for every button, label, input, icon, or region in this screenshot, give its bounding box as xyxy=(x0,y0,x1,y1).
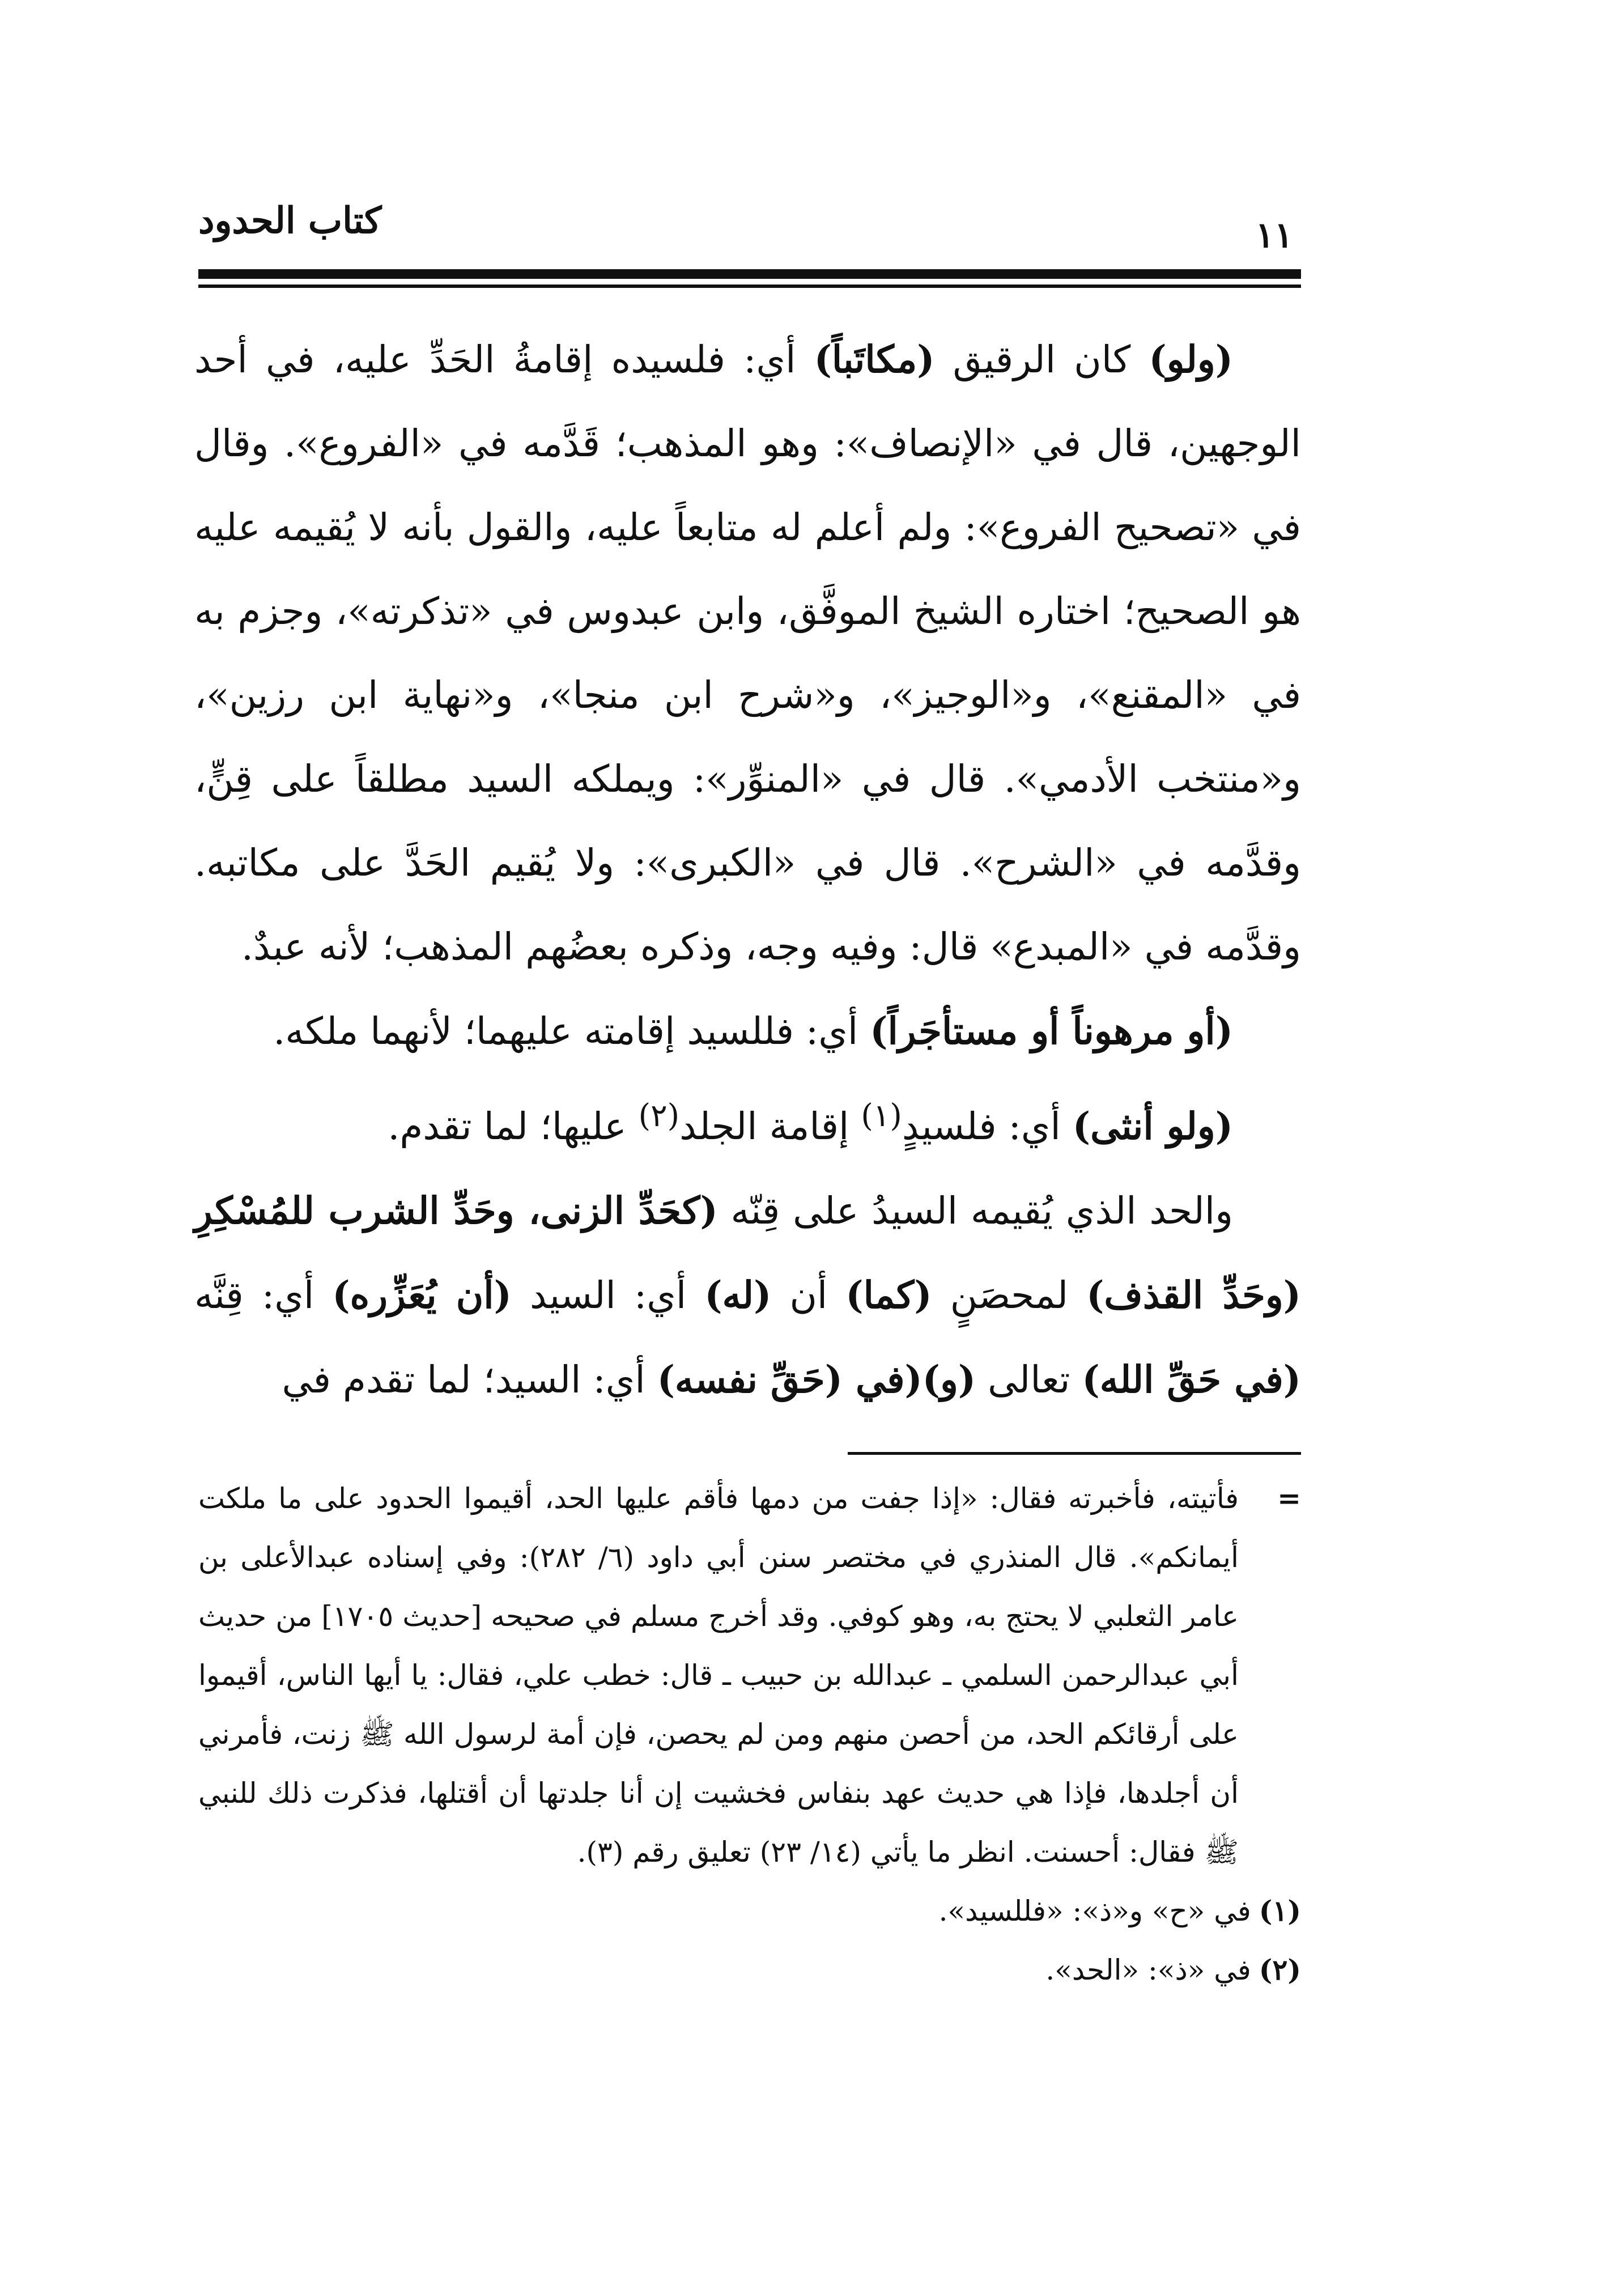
main-text xyxy=(194,317,1301,1422)
footnotes xyxy=(198,1469,1301,1999)
paragraph-mukatab xyxy=(194,317,1301,989)
header-rule-thin xyxy=(198,284,1301,288)
sharh-text: إقامة الجلد xyxy=(679,1105,861,1148)
footnote-ref-1: (١) xyxy=(861,1097,902,1133)
sharh-text: تعالى xyxy=(976,1358,1082,1402)
sharh-text: أي: السيد xyxy=(511,1273,705,1317)
paragraph-hadd xyxy=(194,1169,1301,1422)
sharh-text: أن xyxy=(771,1273,846,1317)
sharh-text: لمحصَنٍ xyxy=(932,1273,1087,1317)
matn-phrase: (له) xyxy=(704,1273,772,1317)
sharh-text: والحد الذي يُقيمه السيدُ على قِنّه xyxy=(717,1189,1233,1233)
running-title: كتاب الحدود xyxy=(198,199,382,242)
matn-phrase: (ولو أنثى) xyxy=(1072,1104,1233,1148)
matn-phrase: (كحَدِّ الزنى، وحَدِّ الشرب للمُسْكِرِ (وحَدِّ القذف) xyxy=(194,1188,1302,1317)
footnote-text: في «ح» و«ذ»: «فللسيد». xyxy=(938,1895,1251,1927)
paragraph-marhun xyxy=(194,989,1301,1073)
sharh-text: أي: فلسيده إقامةُ الحَدِّ عليه، في أحد الوجهين، قال في «الإنصاف»: وهو المذهب؛ قَدَّمه في «الفروع». وقال في «تصحيح الفروع»: ولم أعلم له متابعاً عليه، والقول بأنه لا يُقيمه عليه هو الصحيح؛ اختاره الشيخ الموفَّق، وابن عبدوس في «تذكرته»، وجزم به في «المقنع»، و«الوجيز»، و«شرح ابن منجا»، و«نهاية ابن رزين»، و«منتخب الأدمي». قال في «المنوِّر»: ويملكه السيد مطلقاً على قِنٍّ، وقدَّمه في «الشرح». قال في «الكبرى»: ولا يُقيم الحَدَّ على مكاتبه. وقدَّمه في «المبدع» قال: وفيه وجه، وذكره بعضُهم المذهب؛ لأنه عبدٌ. xyxy=(194,338,1301,969)
footnote-text: في «ذ»: «الحد». xyxy=(1045,1954,1251,1986)
sharh-text: أي: قِنَّه xyxy=(194,1273,333,1317)
sharh-text: أي: فللسيد إقامته عليهما؛ لأنهما ملكه. xyxy=(273,1009,870,1053)
matn-phrase: (في (حَقِّ نفسه) xyxy=(657,1357,922,1402)
sharh-text: كان الرقيق xyxy=(934,338,1149,381)
matn-phrase: (و) xyxy=(922,1357,976,1402)
continuation-marker: = xyxy=(1277,1481,1301,1515)
footnote-number: (١) xyxy=(1259,1894,1301,1927)
sharh-text: أي: السيد؛ لما تقدم في xyxy=(282,1358,657,1402)
footnote-item xyxy=(198,1882,1301,1940)
paragraph-untha xyxy=(194,1073,1301,1169)
matn-phrase: (في حَقِّ الله) xyxy=(1082,1357,1301,1402)
matn-phrase: (أو مرهوناً أو مستأجَراً) xyxy=(870,1009,1233,1053)
sharh-text: أي: فلسيدٍ xyxy=(902,1105,1073,1148)
footnote-separator xyxy=(848,1452,1301,1455)
matn-phrase: (مكاتَباً) xyxy=(814,337,935,381)
matn-phrase: (أن يُعَزِّره) xyxy=(332,1273,512,1317)
footnote-continuation xyxy=(198,1469,1301,1882)
header-rule-thick xyxy=(198,269,1301,279)
footnote-ref-2: (٢) xyxy=(638,1097,680,1133)
footnote-item xyxy=(198,1940,1301,1999)
footnote-number: (٢) xyxy=(1259,1953,1301,1986)
footnote-continuation-text: فأتيته، فأخبرته فقال: «إذا جفت من دمها فأقم عليها الحد، أقيموا الحدود على ما ملكت أيمانكم». قال المنذري في مختصر سنن أبي داود (٦/ ٢٨٢): وفي إسناده عبدالأعلى بن عامر الثعلبي لا يحتج به، وهو كوفي. وقد أخرج مسلم في صحيحه [حديث ١٧٠٥] من حديث أبي عبدالرحمن السلمي ـ عبدالله بن حبيب ـ قال: خطب علي، فقال: يا أيها الناس، أقيموا على أرقائكم الحد، من أحصن منهم ومن لم يحصن، فإن أمة لرسول الله ﷺ زنت، فأمرني أن أجلدها، فإذا هي حديث عهد بنفاس فخشيت إن أنا جلدتها أن أقتلها، فذكرت ذلك للنبي ﷺ فقال: أحسنت. انظر ما يأتي (١٤/ ٢٣) تعليق رقم (٣). xyxy=(198,1482,1239,1869)
sharh-text: عليها؛ لما تقدم. xyxy=(388,1105,639,1148)
matn-phrase: (ولو) xyxy=(1149,337,1234,381)
matn-phrase: (كما) xyxy=(845,1273,932,1317)
page-number: ١١ xyxy=(1255,214,1293,256)
page-header xyxy=(198,199,1301,290)
